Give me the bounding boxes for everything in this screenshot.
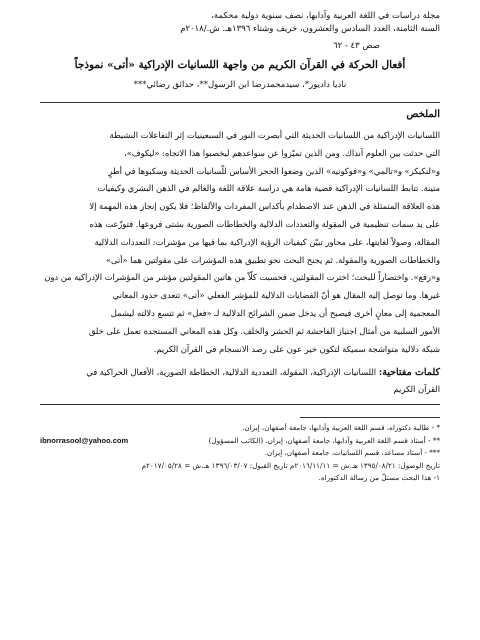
abstract-line: المعجمية إلى معانٍ أخرى فيصبح أن يدخل ضمن الشرائح الدلالية لـ «فعل» ثم تتسع دلالته ليشمل	[110, 307, 440, 318]
footnote-divider	[300, 417, 440, 418]
journal-issue: السنة الثامنة، العدد السادس والعشرون، خريف وشتاء ١٣٩٦هـ. ش./٢٠١٨م	[180, 24, 440, 34]
abstract-body	[40, 127, 440, 358]
abstract-line: الأمور السلبية من أمثال اجتياز الفاحشة ثم الحشر والخلف. وكل هذه المعاني المستجدة تعمل على خلق	[88, 325, 440, 336]
abstract-line: شبكة دلالية متواشجة سميكة لتكون خير عون على رصد الانسجام في القرآن الكريم.	[153, 343, 440, 354]
keywords-label: كلمات مفتاحية:	[378, 367, 440, 379]
keywords-section	[40, 364, 440, 398]
abstract-section	[40, 102, 440, 405]
abstract-line: التي حدثت بين العلوم آنذاك. ومن الذين تميّزوا عن سواعدهم ليخصبوا هذا الاتجاه: «ليكوف»،	[124, 147, 440, 158]
abstract-line: هذه العلاقة المتمثلة في الذهن عند الاصطدام بأكداس المفردات والألفاظ؛ فلا يكون إنجاز هذه المهمة إلا	[89, 201, 440, 212]
abstract-line: متينة. تتابط اللسانيات الإدراكية قضية هامة هي دراسة علاقة اللغة والعالم في الذهن البشري وكيفيات	[97, 183, 440, 194]
paper-authors: ناديا داديور*، سيدمحمدرضا ابن الرسول**، حدائق رضائي***	[133, 80, 347, 90]
footnote-note-1: ١- هذا البحث مستلّ من رسالة الدكتوراه.	[318, 473, 440, 483]
keywords-text: اللسانيات الإدراكية، المقولة، التعددية الدلالية، الخطاطة الصورية، الأفعال الحراكية في	[86, 367, 377, 378]
keywords-line	[40, 364, 440, 381]
abstract-line: غيرها. وما توصل إليه المقال هو أنّ القضايات الدلالية للمؤشر الفعلي «أتى» تتعدى حدود المعاني	[112, 290, 440, 301]
footnote-dates: تاريخ الوصول: ١٣٩٥/٠٨/٢١ هـ.ش = ٢٠١٦/١١/١١م تاريخ القبول: ١٣٩٦/٠٣/٠٧ هـ.ش = ٢٠١٧/٠٥/٢٨م	[141, 460, 440, 470]
footnote-author-2-text: ** - أستاذ قسم اللغة العربية وآدابها، جامعة أصفهان، إيران. (الكاتب المسؤول)	[208, 435, 440, 445]
footnote-author-1: * - طالبة دكتوراه، قسم اللغة العربية وآدابها، جامعة أصفهان، إيران.	[242, 423, 440, 433]
abstract-line: والخطاطات الصورية والمقولة. ثم يجنح البحث نحو تطبيق هذه المؤشرات على مقولتين هما «أتى»	[105, 254, 440, 265]
abstract-line: و«لنكيكر» و«تالمي» و«فوكونيه» الذين وضعوا الحجر الأساس للّسانيات الحديثة وسكبوها في أطرٍ	[108, 165, 440, 176]
footnote-author-2	[40, 435, 440, 448]
abstract-line: و«رفع». واختصاراً للبحث؛ اخترت المقولتين، فحسبت كلّاً من هاتين المقولتين مؤشر من المؤشرات الإدراكية من دون	[44, 272, 440, 283]
page-range: صص ٤٣ - ٦٢	[333, 41, 380, 51]
abstract-line: اللسانيات الإدراكية من اللسانيات الحديثة التي أبصرت النور في السبعينيات إثر التفاعلات النشيطة	[109, 130, 440, 140]
paper-title: أفعال الحركة في القرآن الكريم من واجهة اللسانيات الإدراكية «أتى» نموذجاً	[74, 59, 406, 71]
footnote-author-3: *** - أستاذ مساعد، قسم اللسانيات، جامعة أصفهان، إيران.	[264, 448, 440, 458]
footnotes	[40, 422, 440, 485]
journal-header	[40, 10, 440, 36]
keywords-line-2: القرآن الكريم	[393, 384, 440, 395]
author-email[interactable]: ibnorrasool@yahoo.com	[40, 435, 129, 445]
abstract-heading: الملخص	[406, 109, 440, 120]
journal-name: مجلة دراسات في اللغة العربية وآدابها، نصف سنوية دولية محكمة،	[211, 11, 440, 21]
abstract-line: على يد سمات تنظيمية في المقولة والتعددات الدلالية والخطاطات الصورية بشتى فروعها. فتوزّعت هذه	[89, 218, 440, 229]
abstract-line: المقالة، وصولاً لغايتها، على محاور تبيّن كيفيات الرؤية الإدراكية بما فيها من مؤشرات: التعددات الدلالية	[94, 236, 440, 247]
